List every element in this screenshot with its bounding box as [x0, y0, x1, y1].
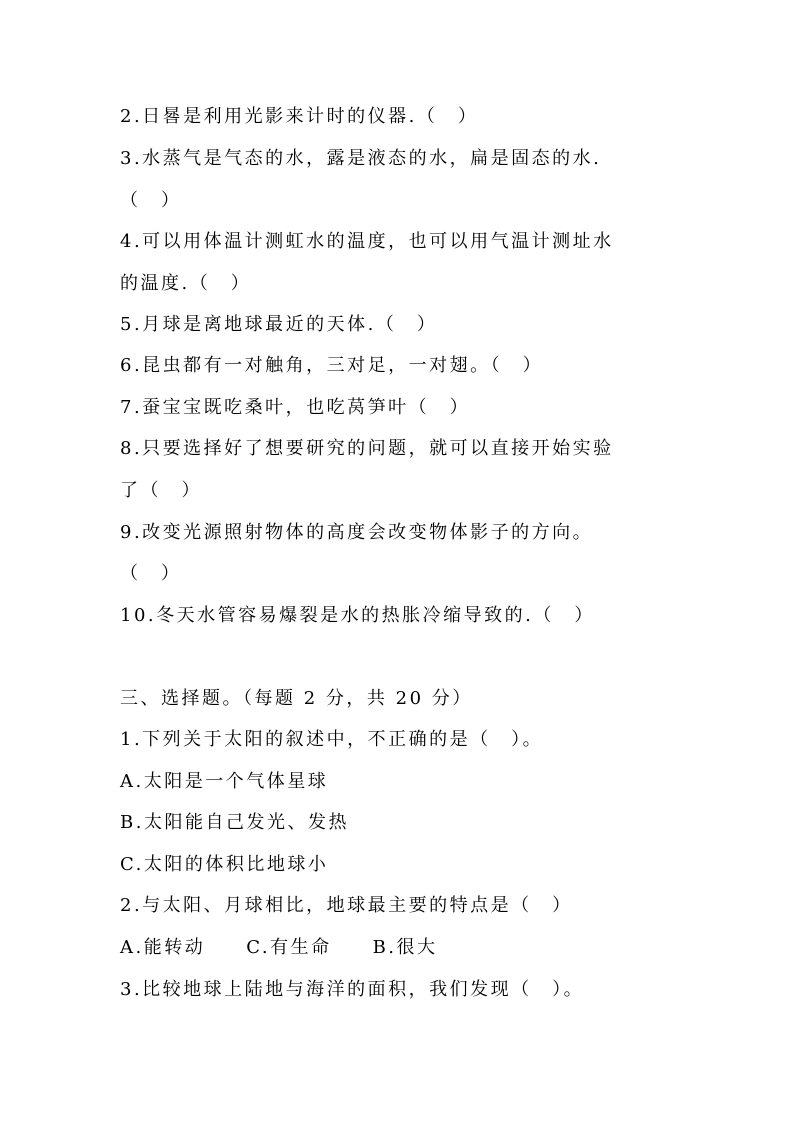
tf-question-8-line1: 8.只要选择好了想要研究的问题，就可以直接开始实验: [120, 438, 614, 459]
mc-question-1-option-c: C.太阳的体积比地球小: [120, 854, 329, 875]
tf-question-6: 6.昆虫都有一对触角，三对足，一对翅。（ ）: [120, 355, 544, 376]
tf-question-3-line1: 3.水蒸气是气态的水，露是液态的水，扁是固态的水.: [120, 148, 602, 169]
tf-question-5: 5.月球是离地球最近的天体.（ ）: [120, 314, 438, 335]
tf-question-8-line2: 了（ ）: [120, 480, 202, 501]
tf-question-7: 7.蚕宝宝既吃桑叶，也吃莴笋叶（ ）: [120, 397, 471, 418]
tf-question-10: 10.冬天水管容易爆裂是水的热胀冷缩导致的.（ ）: [120, 605, 595, 626]
tf-question-4-line1: 4.可以用体温计测虹水的温度，也可以用气温计测址水: [120, 231, 614, 252]
section-heading-choice: 三、选择题。（每题 2 分，共 20 分）: [120, 688, 473, 709]
tf-question-4-line2: 的温度.（ ）: [120, 273, 252, 294]
mc-question-2: 2.与太阳、月球相比，地球最主要的特点是（ ）: [120, 895, 573, 916]
mc-question-1-option-b: B.太阳能自己发光、发热: [120, 812, 349, 833]
tf-question-9-line1: 9.改变光源照射物体的高度会改变物体影子的方向。: [120, 522, 594, 543]
tf-question-2: 2.日晷是利用光影来计时的仪器.（ ）: [120, 106, 479, 127]
mc-question-1-option-a: A.太阳是一个气体星球: [120, 771, 329, 792]
mc-question-2-options: A.能转动 C.有生命 B.很大: [120, 937, 438, 958]
tf-question-3-line2: （ ）: [120, 190, 182, 211]
tf-question-9-line2: （ ）: [120, 563, 182, 584]
mc-question-1: 1.下列关于太阳的叙述中，不正确的是（ ）。: [120, 729, 544, 750]
mc-question-3: 3.比较地球上陆地与海洋的面积，我们发现（ ）。: [120, 979, 585, 1000]
